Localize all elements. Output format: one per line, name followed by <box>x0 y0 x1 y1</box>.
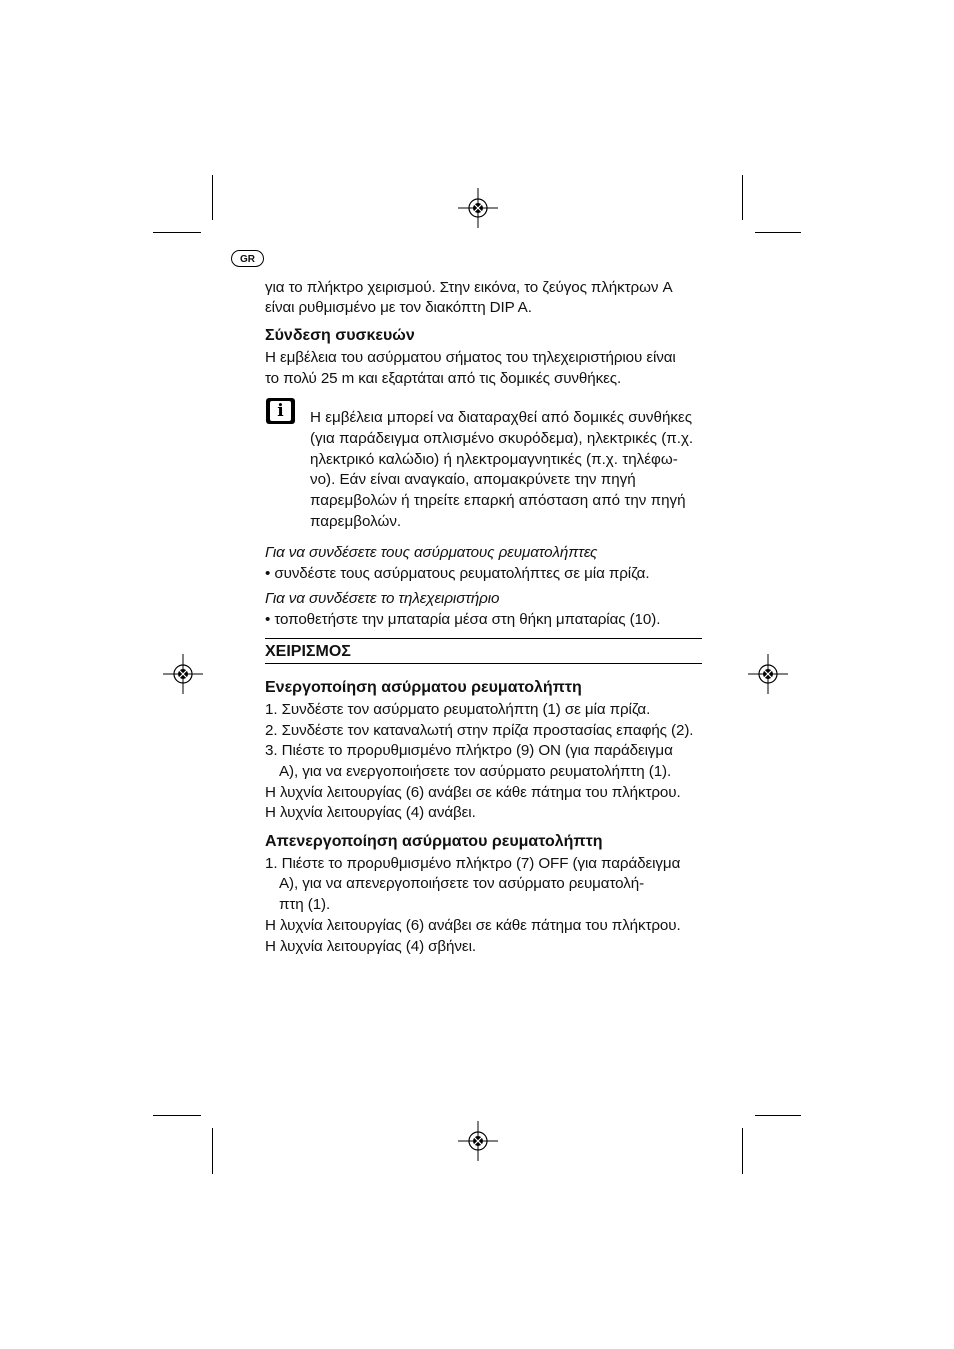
registration-mark-icon <box>748 654 788 694</box>
step-line: Η λυχνία λειτουργίας (6) ανάβει σε κάθε πάτημα του πλήκτρου. <box>265 784 681 801</box>
section-title: ΧΕΙΡΙΣΜΟΣ <box>265 643 351 660</box>
note-line: ηλεκτρικό καλώδιο) ή ηλεκτρομαγνητικές (π.χ. τηλέφω- <box>310 451 678 468</box>
crop-mark <box>212 175 213 220</box>
crop-mark <box>212 1128 213 1174</box>
paragraph-line: είναι ρυθμισμένο με τον διακόπτη DIP A. <box>265 299 532 316</box>
crop-mark <box>742 175 743 220</box>
note-line: (για παράδειγμα οπλισμένο σκυρόδεμα), ηλεκτρικές (π.χ. <box>310 430 694 447</box>
paragraph-line: για το πλήκτρο χειρισμού. Στην εικόνα, το ζεύγος πλήκτρων A <box>265 279 673 296</box>
step-line: Η λυχνία λειτουργίας (4) σβήνει. <box>265 938 476 955</box>
section-heading: Σύνδεση συσκευών <box>265 327 415 344</box>
crop-mark <box>742 1128 743 1174</box>
note-line: νο). Εάν είναι αναγκαίο, απομακρύνετε την πηγή <box>310 471 636 488</box>
section-heading: Ενεργοποίηση ασύρματου ρευματολήπτη <box>265 679 582 696</box>
instruction-title: Για να συνδέσετε τους ασύρματους ρευματολήπτες <box>265 544 598 561</box>
note-line: παρεμβολών ή τηρείτε επαρκή απόσταση από την πηγή <box>310 492 686 509</box>
registration-mark-icon <box>163 654 203 694</box>
step-line: 3. Πιέστε το προρυθμισμένο πλήκτρο (9) ON (για παράδειγμα <box>265 742 673 759</box>
section-heading: Απενεργοποίηση ασύρματου ρευματολήπτη <box>265 833 603 850</box>
step-line: 2. Συνδέστε τον καταναλωτή στην πρίζα προστασίας επαφής (2). <box>265 722 694 739</box>
registration-mark-icon <box>458 188 498 228</box>
step-line: πτη (1). <box>279 896 331 913</box>
registration-mark-icon <box>458 1121 498 1161</box>
bullet-item: • συνδέστε τους ασύρματους ρευματολήπτες σε μία πρίζα. <box>265 565 650 582</box>
section-rule <box>265 663 702 664</box>
info-icon: i <box>266 398 295 424</box>
note-line: Η εμβέλεια μπορεί να διαταραχθεί από δομικές συνθήκες <box>310 409 693 426</box>
step-line: 1. Πιέστε το προρυθμισμένο πλήκτρο (7) OFF (για παράδειγμα <box>265 855 681 872</box>
language-badge: GR <box>231 250 264 267</box>
step-line: A), για να ενεργοποιήσετε τον ασύρματο ρευματολήπτη (1). <box>279 763 672 780</box>
step-line: Η λυχνία λειτουργίας (6) ανάβει σε κάθε πάτημα του πλήκτρου. <box>265 917 681 934</box>
crop-mark <box>153 232 201 233</box>
paragraph-line: Η εμβέλεια του ασύρματου σήματος του τηλεχειριστήριου είναι <box>265 349 676 366</box>
step-line: Η λυχνία λειτουργίας (4) ανάβει. <box>265 804 476 821</box>
instruction-title: Για να συνδέσετε το τηλεχειριστήριο <box>265 590 500 607</box>
step-line: A), για να απενεργοποιήσετε τον ασύρματο ρευματολή- <box>279 875 645 892</box>
paragraph-line: το πολύ 25 m και εξαρτάται από τις δομικές συνθήκες. <box>265 370 622 387</box>
crop-mark <box>153 1115 201 1116</box>
crop-mark <box>755 1115 801 1116</box>
crop-mark <box>755 232 801 233</box>
note-line: παρεμβολών. <box>310 513 402 530</box>
step-line: 1. Συνδέστε τον ασύρματο ρευματολήπτη (1) σε μία πρίζα. <box>265 701 651 718</box>
bullet-item: • τοποθετήστε την μπαταρία μέσα στη θήκη μπαταρίας (10). <box>265 611 661 628</box>
section-rule <box>265 638 702 639</box>
